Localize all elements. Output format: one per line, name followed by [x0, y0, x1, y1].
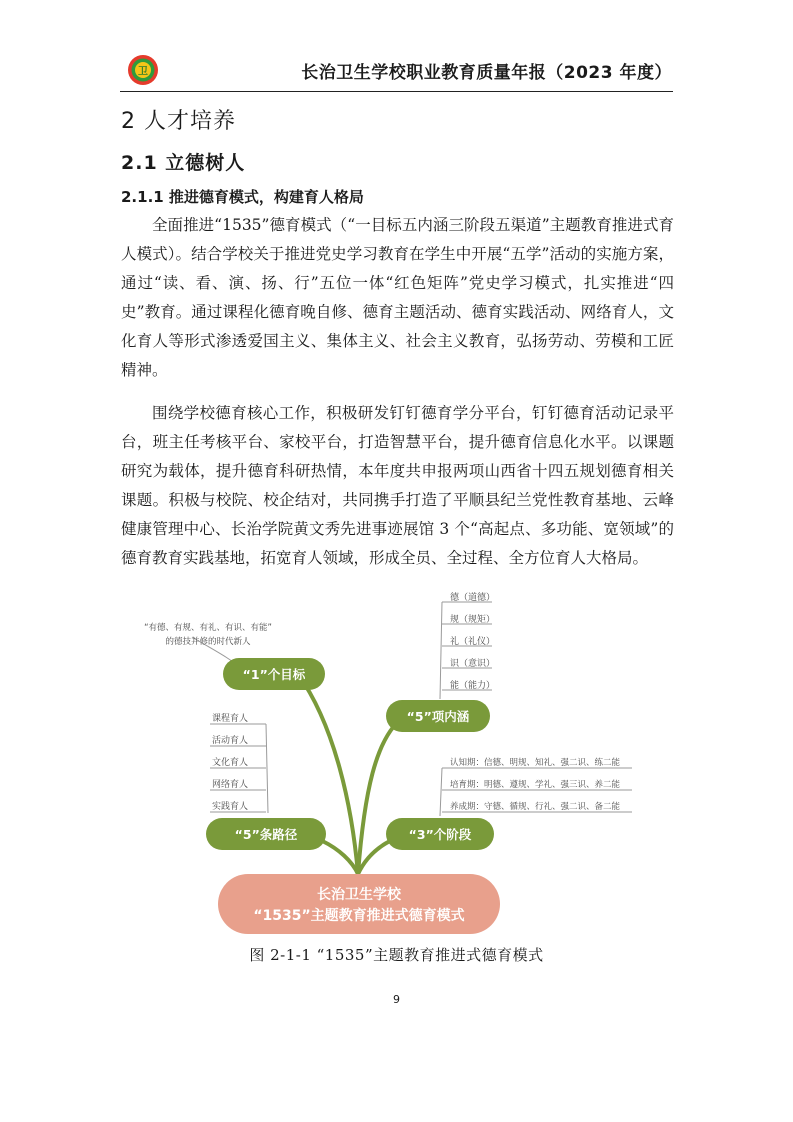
- root-subtitle: “1535”主题教育推进式德育模式: [253, 908, 465, 924]
- content-item-5: 能（能力）: [450, 681, 496, 691]
- moral-education-mindmap: [120, 586, 673, 938]
- body-paragraph-2: 围绕学校德育核心工作，积极研发钉钉德育学分平台，钉钉德育活动记录平台，班主任考核平台、家校平台，打造智慧平台，提升德育信息化水平。以课题研究为载体，提升德育科研热情，本年度共申报两项山西省十四五规划德育相关课题。积极与校院、校企结对，共同携手打造了平顺县纪兰党性教育基地、云峰健康管理中心、长治学院黄文秀先进事迹展馆 3 个“高起点、多功能、宽领域”的德育教育实践基地，拓宽育人领域，形成全员、全过程、全方位育人大格局。: [121, 404, 674, 567]
- school-logo: [127, 54, 159, 86]
- stages-item-2: 培育期：明德、遵规、学礼、强三识、养二能: [450, 780, 621, 790]
- content-node: [386, 700, 490, 732]
- paths-node: [206, 818, 326, 850]
- paths-item-3: 文化育人: [212, 758, 249, 768]
- content-label: “5”项内涵: [406, 709, 470, 724]
- root-node: [218, 874, 500, 934]
- subsubsection-heading: 2.1.1 推进德育模式，构建育人格局: [121, 188, 364, 206]
- figure-caption: 图 2-1-1 “1535”主题教育推进式德育模式: [249, 946, 544, 964]
- root-title: 长治卫生学校: [317, 887, 401, 903]
- content-item-4: 识（意识）: [450, 659, 496, 669]
- goal-note-line2: 的德技并修的时代新人: [165, 637, 251, 647]
- paths-item-2: 活动育人: [212, 736, 249, 746]
- stages-label: “3”个阶段: [408, 827, 472, 842]
- stages-item-1: 认知期：信德、明规、知礼、强二识、练二能: [450, 758, 621, 768]
- content-item-2: 规（规矩）: [450, 615, 496, 625]
- section-heading: 2 人才培养: [121, 109, 236, 134]
- goal-label: “1”个目标: [242, 667, 306, 682]
- paths-label: “5”条路径: [234, 827, 298, 842]
- paths-item-1: 课程育人: [212, 714, 249, 724]
- stages-node: [386, 818, 494, 850]
- subsection-heading: 2.1 立德树人: [121, 152, 246, 174]
- page-number: 9: [393, 993, 400, 1006]
- stages-item-3: 养成期：守德、循规、行礼、强二识、备二能: [450, 802, 621, 812]
- logo-glyph: 卫: [138, 66, 148, 78]
- goal-note-line1: “有德、有规、有礼、有识、有能”: [144, 623, 272, 633]
- content-item-1: 德（道德）: [450, 593, 496, 603]
- goal-node: [223, 658, 325, 690]
- paths-item-4: 网络育人: [212, 780, 249, 790]
- paths-item-5: 实践育人: [212, 802, 249, 812]
- content-item-3: 礼（礼仪）: [450, 637, 496, 647]
- body-paragraph-1: 全面推进“1535”德育模式（“一目标五内涵三阶段五渠道”主题教育推进式育人模式）。结合学校关于推进党史学习教育在学生中开展“五学”活动的实施方案，通过“读、看、演、扬、行”五位一体“红色矩阵”党史学习模式，扎实推进“四史”教育。通过课程化德育晚自修、德育主题活动、德育实践活动、网络育人，文化育人等形式渗透爱国主义、集体主义、社会主义教育，弘扬劳动、劳模和工匠精神。: [121, 216, 674, 379]
- header-title: 长治卫生学校职业教育质量年报（2023 年度）: [301, 63, 672, 83]
- header-divider: [120, 91, 673, 92]
